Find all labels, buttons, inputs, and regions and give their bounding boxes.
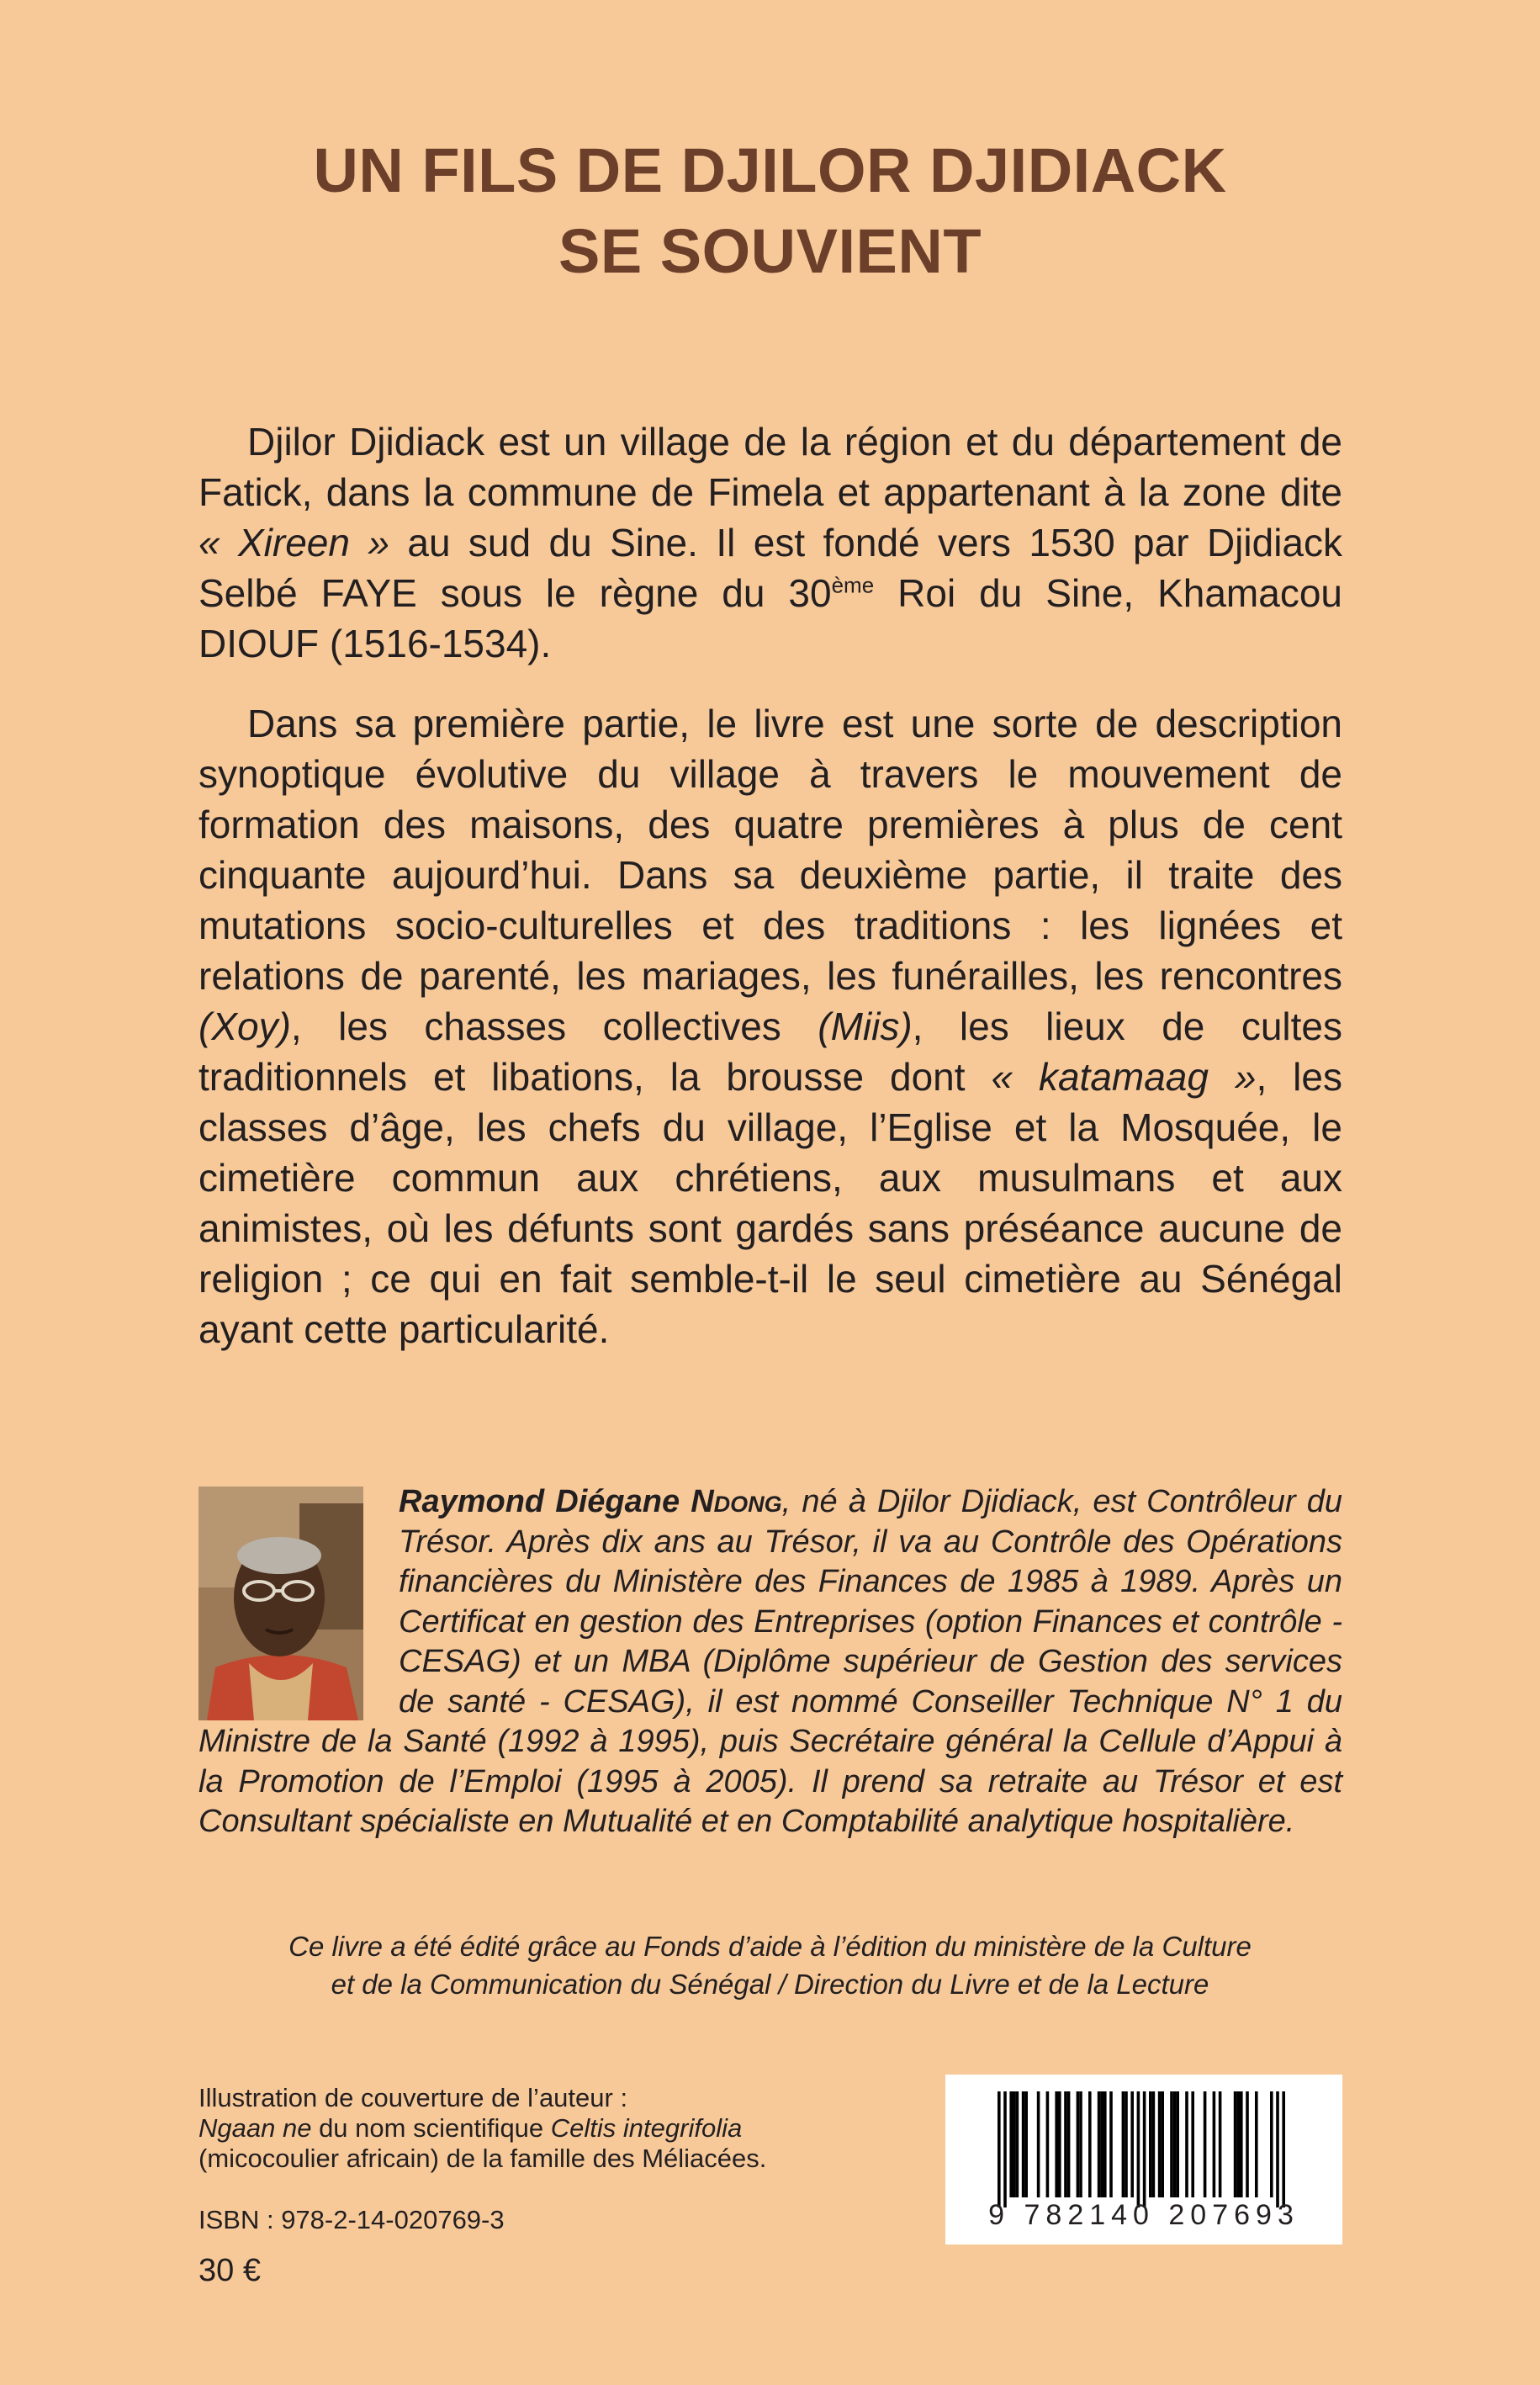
barcode-bar	[1088, 2091, 1092, 2197]
barcode-bar	[1109, 2091, 1113, 2197]
barcode-bar	[1158, 2091, 1162, 2197]
barcode-bar	[1022, 2091, 1025, 2197]
p2-text-d: , les classes d’âge, les chefs du village, l’Eglise et la Mosquée, le cimetière commun aux chrétiens, aux musulmans et aux animistes, où les défunts sont gardés sans préséance aucune de religion ; ce qui en fait semble-t-il le seul cimetière au Sénégal ayant cette particularité.	[198, 1055, 1342, 1351]
barcode-bar	[1046, 2091, 1050, 2197]
barcode-bar	[1240, 2091, 1243, 2197]
barcode-bar	[1098, 2091, 1101, 2197]
illus-line-3: (micocoulier africain) de la famille des Méliacées.	[198, 2144, 767, 2173]
p2-xoy: (Xoy)	[198, 1004, 291, 1048]
barcode-bar	[1037, 2091, 1040, 2197]
barcode-bar	[1246, 2091, 1249, 2197]
p2-text-a: Dans sa première partie, le livre est une sorte de description synoptique évolutive du village à travers le mouvement de formation des maisons, des quatre premières à plus de cent cinquante aujourd’hui. Dans sa deuxième partie, il traite des mutations socio-culturelles et des traditions : les lignées et relations de parenté, les mariages, les funérailles, les rencontres	[198, 702, 1342, 998]
barcode-bar	[1103, 2091, 1107, 2197]
illustration-credit	[198, 2083, 955, 2174]
barcode-digits: 9 782140 207693	[988, 2199, 1299, 2231]
p1-text-a: Djilor Djidiack est un village de la région et du département de Fatick, dans la commune de Fimela et appartenant à la zone dite	[198, 420, 1342, 514]
title-line-2: SE SOUVIENT	[558, 216, 982, 286]
barcode-bar	[1152, 2091, 1156, 2197]
isbn: ISBN : 978-2-14-020769-3	[198, 2205, 505, 2234]
barcode-bar	[1100, 2091, 1103, 2197]
credit-line-2: et de la Communication du Sénégal / Direction du Livre et de la Lecture	[331, 1969, 1209, 2000]
barcode-bar	[1270, 2091, 1273, 2197]
barcode-bar	[1003, 2091, 1007, 2207]
author-surname: Ndong	[691, 1484, 782, 1519]
barcode-bar	[1219, 2091, 1222, 2197]
barcode-bar	[1058, 2091, 1061, 2197]
barcode-bar	[1125, 2091, 1128, 2197]
barcode-bar	[1024, 2091, 1028, 2197]
summary-paragraph-1	[198, 416, 1342, 669]
barcode-bar	[998, 2091, 1001, 2207]
barcode-bar	[1234, 2091, 1237, 2197]
p2-katamaag: « katamaag »	[991, 1055, 1257, 1099]
summary-paragraph-2	[198, 698, 1342, 1354]
p1-xireen: « Xireen »	[198, 521, 389, 564]
p2-text-b: , les chasses collectives	[290, 1004, 818, 1048]
barcode-bar	[1067, 2091, 1071, 2197]
illus-celtis: Celtis integrifolia	[550, 2113, 743, 2143]
price: 30 €	[198, 2253, 261, 2288]
barcode-bar	[1055, 2091, 1058, 2197]
book-title	[0, 130, 1540, 292]
illus-mid: du nom scientifique	[311, 2113, 551, 2143]
barcode-bar	[1236, 2091, 1240, 2197]
barcode-bar	[1170, 2091, 1173, 2197]
barcode-bar	[1143, 2091, 1146, 2207]
funding-credit	[0, 1927, 1540, 2003]
barcode-bar	[1282, 2091, 1285, 2207]
p1-text-c: Roi du Sine, Khamacou DIOUF (1516-1534).	[198, 571, 1342, 665]
barcode-bar	[1204, 2091, 1207, 2197]
barcode-bar	[1191, 2091, 1194, 2197]
p2-miis: (Miis)	[818, 1004, 913, 1048]
barcode-bar	[1149, 2091, 1152, 2197]
p1-superscript: ème	[831, 572, 875, 598]
author-first-names: Raymond Diégane	[399, 1484, 691, 1519]
p1-text-b: au sud du Sine. Il est fondé vers 1530 par Djidiack Selbé FAYE sous le règne du 30	[198, 521, 1342, 615]
barcode	[945, 2075, 1342, 2245]
barcode-bar	[1016, 2091, 1019, 2197]
barcode-bar	[1079, 2091, 1082, 2197]
illus-line-1: Illustration de couverture de l’auteur :	[198, 2083, 628, 2112]
barcode-bar	[1173, 2091, 1177, 2197]
barcode-bar	[1122, 2091, 1125, 2197]
barcode-bar	[1276, 2091, 1279, 2207]
barcode-bar	[1064, 2091, 1067, 2197]
credit-line-1: Ce livre a été édité grâce au Fonds d’aide à l’édition du ministère de la Culture	[288, 1931, 1252, 1962]
author-bio	[198, 1482, 1342, 1842]
barcode-bar	[1137, 2091, 1140, 2207]
barcode-bar	[1176, 2091, 1179, 2197]
barcode-bar	[1009, 2091, 1013, 2197]
barcode-bar	[1185, 2091, 1188, 2197]
p2-text-c: , les lieux de cultes traditionnels et libations, la brousse dont	[198, 1004, 1342, 1099]
barcode-bar	[1013, 2091, 1016, 2197]
illus-line-2	[198, 2113, 955, 2144]
author-bio-text: , né à Djilor Djidiack, est Contrôleur du Trésor. Après dix ans au Trésor, il va au Contrôle des Opérations financières du Ministère des Finances de 1985 à 1989. Après un Certificat en gestion des Entreprises (option Finances et contrôle - CESAG) et un MBA (Diplôme supérieur de Gestion des services de santé - CESAG), il est nommé Conseiller Technique N° 1 du Ministre de la Santé (1992 à 1995), puis Secrétaire général la Cellule d’Appui à la Promotion de l’Emploi (1995 à 2005). Il prend sa retraite au Trésor et est Consultant spécialiste en Mutualité et en Comptabilité analytique hospitalière.	[198, 1484, 1342, 1839]
barcode-bar	[1077, 2091, 1080, 2197]
barcode-bar	[1255, 2091, 1258, 2197]
barcode-bar	[1130, 2091, 1134, 2197]
illus-ngaan: Ngaan ne	[198, 2113, 312, 2143]
title-line-1: UN FILS DE DJILOR DJIDIACK	[313, 135, 1227, 205]
barcode-bar	[1213, 2091, 1216, 2197]
barcode-bar	[1161, 2091, 1164, 2197]
